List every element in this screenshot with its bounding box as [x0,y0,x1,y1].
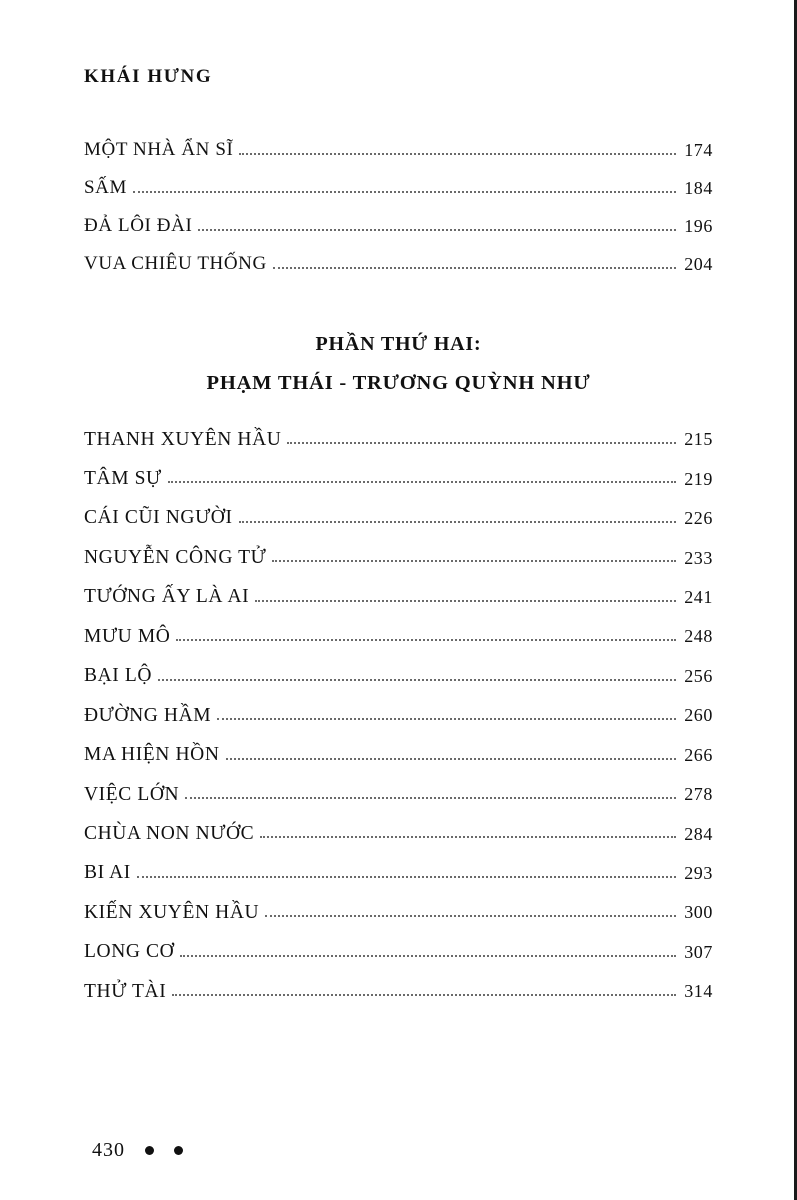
toc-entry-title: TÂM SỰ [84,468,162,489]
ornament-dot-icon [174,1146,183,1155]
toc-entry-title: KIẾN XUYÊN HẦU [84,901,260,923]
toc-entry-page: 300 [684,902,713,923]
dot-leader [273,266,676,269]
list-item[interactable] [84,862,713,883]
toc-entry-title: CÁI CŨI NGƯỜI [84,507,233,529]
dot-leader [137,875,676,878]
toc-entry-title: MỘT NHÀ ẨN SĨ [84,139,234,160]
list-item[interactable] [84,823,713,844]
dot-leader [260,835,676,838]
toc-entry-page: 215 [684,429,713,450]
list-item[interactable] [84,254,713,275]
list-item[interactable] [84,468,713,489]
list-item[interactable] [84,705,713,726]
dot-leader [198,228,676,231]
toc-entry-page: 266 [684,744,713,765]
toc-entry-page: 184 [684,177,713,198]
ornament-dot-icon [145,1146,154,1155]
toc-entry-page: 174 [684,140,713,161]
toc-entry-page: 219 [684,468,713,489]
toc-entry-title: VUA CHIÊU THỐNG [84,252,267,274]
dot-leader [133,190,676,193]
running-head: KHÁI HƯNG [84,66,213,87]
list-item[interactable] [84,140,713,161]
toc-entry-page: 314 [684,981,713,1002]
dot-leader [272,559,676,562]
table-of-contents [84,140,713,1020]
toc-entry-title: THỬ TÀI [84,980,167,1002]
folio-number: 430 [92,1139,125,1161]
toc-entry-title: CHÙA NON NƯỚC [84,822,255,844]
list-item[interactable] [84,586,713,607]
section-heading-line2: PHẠM THÁI - TRƯƠNG QUỲNH NHƯ [206,371,591,394]
toc-entry-page: 241 [684,586,713,607]
list-item[interactable] [84,178,713,199]
toc-group-first [84,140,713,275]
toc-entry-title: LONG CƠ [84,941,175,963]
toc-entry-page: 233 [684,547,713,568]
toc-entry-page: 284 [684,823,713,844]
toc-entry-page: 307 [684,941,713,962]
dot-leader [172,993,676,996]
toc-entry-title: BI AI [84,862,131,884]
list-item[interactable] [84,941,713,962]
dot-leader [265,914,676,917]
toc-entry-page: 196 [684,215,713,236]
dot-leader [239,520,677,523]
toc-entry-page: 293 [684,863,713,884]
toc-entry-title: MƯU MÔ [84,625,171,647]
dot-leader [158,678,676,681]
list-item[interactable] [84,902,713,923]
list-item[interactable] [84,744,713,765]
dot-leader [185,796,676,799]
toc-entry-title: THANH XUYÊN HẦU [84,428,282,450]
dot-leader [239,152,676,155]
toc-entry-title: ĐƯỜNG HẦM [84,704,212,726]
toc-entry-page: 248 [684,626,713,647]
toc-entry-page: 204 [684,253,713,274]
dot-leader [180,954,676,957]
list-item[interactable] [84,784,713,805]
list-item[interactable] [84,216,713,237]
toc-group-second [84,429,713,1003]
toc-entry-page: 256 [684,665,713,686]
list-item[interactable] [84,429,713,450]
toc-entry-title: ĐẢ LÔI ĐÀI [84,214,193,236]
dot-leader [217,717,676,720]
page-footer [92,1139,183,1162]
dot-leader [226,757,677,760]
dot-leader [287,441,676,444]
toc-entry-title: NGUYỄN CÔNG TỬ [84,546,267,568]
dot-leader [168,480,676,483]
list-item[interactable] [84,547,713,568]
list-item[interactable] [84,626,713,647]
toc-entry-title: BẠI LỘ [84,665,153,687]
section-heading-line1: PHẦN THỨ HAI: [315,332,482,355]
list-item[interactable] [84,507,713,528]
toc-entry-page: 278 [684,784,713,805]
list-item[interactable] [84,665,713,686]
toc-entry-page: 260 [684,705,713,726]
toc-entry-page: 226 [684,508,713,529]
toc-entry-title: VIỆC LỚN [84,783,180,805]
dot-leader [176,638,676,641]
toc-entry-title: SẤM [84,176,127,198]
toc-entry-title: TƯỚNG ẤY LÀ AI [84,586,250,608]
dot-leader [255,599,676,602]
list-item[interactable] [84,981,713,1002]
section-heading-block [84,333,713,395]
toc-entry-title: MA HIỆN HỒN [84,744,220,766]
